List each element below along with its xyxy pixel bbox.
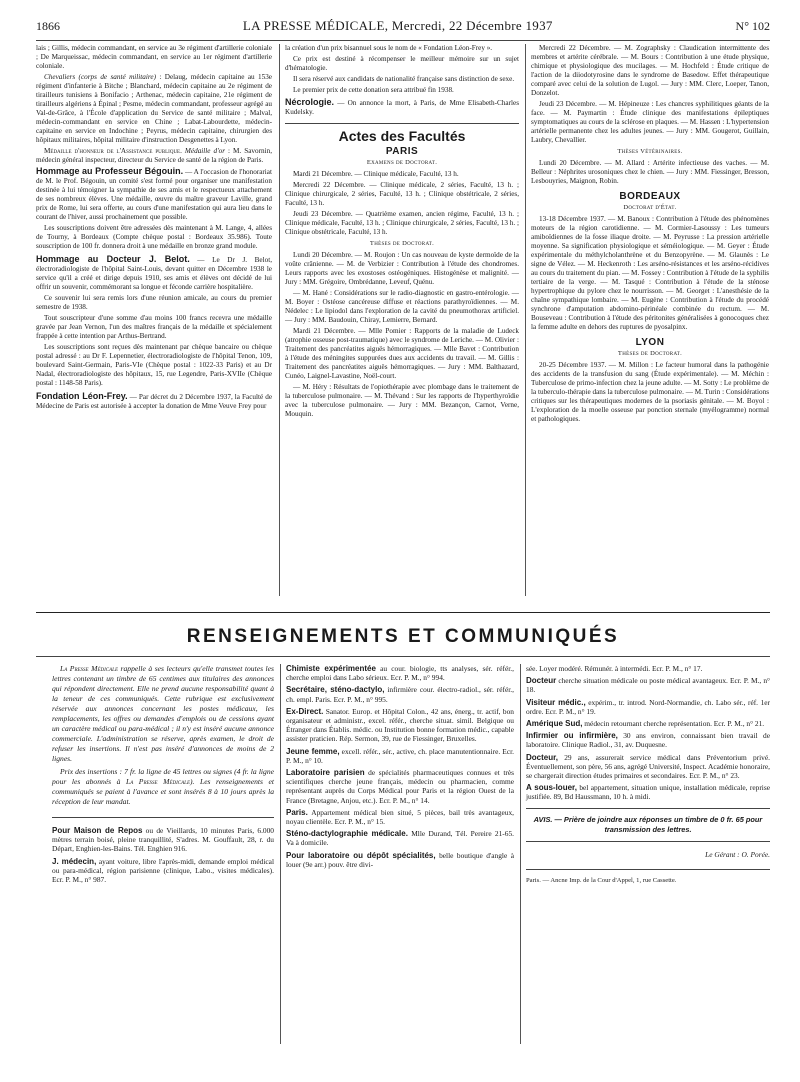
paragraph: la création d'un prix bisannuel sous le nom de « Fondation Léon-Frey ». <box>285 44 493 52</box>
gerant-signature: Le Gérant : O. Porée. <box>705 849 770 859</box>
ads-list <box>52 826 274 884</box>
classified-ad: Paris. Appartement médical bien situé, 5 pièces, bail très avantageux, noyau clientèle. Ecr. P. M., n° 15. <box>286 807 514 827</box>
classified-ad: Sténo-dactylographie médicale. Mlle Durand, Tél. Pereire 21-65. Va à domicile. <box>286 829 514 848</box>
notice: La Presse Médicale rappelle à ses lecteurs qu'elle transmet toutes les lettres contenant un timbre de 65 centimes aux titulaires des annonces qui répondent directement. Elle ne prend aucune responsabilité quant à la teneur de ces communiqués. Cette rubrique est exclusivement réservée aux annonces concernant les postes médicaux, les remplacements, les offres ou demandes d'emplois ou de cessions ayant un caractère médical ou para-médical ; il n'y est inséré aucune annonce commerciale. L'administration se réserve, après examen, le droit de refuser les insertions. Il n'est pas inséré d'annonces de moins de 2 lignes. Prix des insertions : 7 fr. la ligne de 45 lettres ou signes (4 fr. la ligne pour les abonnés à La Presse Médicale). Les renseignements et communiqués se paient à l'avance et sont insérés 8 à 10 jours après la réception de leur mandat. <box>52 664 275 806</box>
paragraph: Jeudi 23 Décembre. — Quatrième examen, ancien régime, Faculté, 13 h. ; Clinique médicale, Faculté, 13 h. ; Clinique chirurgicale, 2 séries, Faculté, 13 h. ; Clinique obstétricale, Faculté, 13 h. <box>285 210 519 236</box>
bottom-column-1 <box>52 664 274 887</box>
printer-imprint: Paris. — Ancne Imp. de la Cour d'Appel, 1, rue Cassette. <box>526 876 677 884</box>
section-rule <box>285 123 519 124</box>
city-heading-lyon: LYON <box>635 337 665 348</box>
heading: Hommage au Professeur Bégouin. <box>36 166 184 176</box>
section-title-actes: Actes des Facultés <box>338 128 466 144</box>
subheading: Examens de Doctorat. <box>366 159 438 166</box>
column-divider <box>525 44 526 596</box>
paragraph: Ce souvenir lui sera remis lors d'une réunion amicale, au cours du premier semestre de 1938. <box>36 294 272 311</box>
announcement-fondation: Fondation Léon-Frey. — Par décret du 2 Décembre 1937, la Faculté de Médecine de Paris est autorisée à accepter la donation de Mme Veuve Frey pour <box>36 391 273 410</box>
subheading: Doctorat d'État. <box>623 204 677 211</box>
classified-ad: Ex-Direct. Sanator. Europ. et Hôpital Colon., 42 ans, énerg., tr. actif, bon organisateur et administr., excel. référ., cherche situat. simil. Belgique ou Étranger dans Établis. médic. ou Institution bonne formation médic., capable assister praticien. Rép. Sermon, 39, rue de Fiessinger, Bruxelles. <box>286 706 514 744</box>
page-header <box>36 18 770 38</box>
announcement-belot: Hommage au Docteur J. Belot. — Le Dr J. Belot, électroradiologiste de l'hôpital Saint-Louis, devant quitter en Décembre 1938 le service qu'il a créé et dirige depuis 1910, ses amis et élèves ont décidé de lui offrir un souvenir, commémorant sa longue et féconde carrière hospitalière. <box>36 254 272 291</box>
paragraph: lais ; Gillis, médecin commandant, en service au 3e régiment d'artillerie coloniale ; De Marqueissac, médecin commandant, en service au 1er régiment d'artillerie coloniale. <box>36 44 272 70</box>
issue-number: N° 102 <box>735 19 770 33</box>
classified-ad: Infirmier ou infirmière, 30 ans environ, connaissant bien travail de laboratoire. Clinique Radiol., 31, av. Duquesne. <box>526 731 770 750</box>
heading: Nécrologie. <box>285 97 335 107</box>
divider <box>526 869 770 870</box>
classified-ad: Jeune femme, excell. référ., sér., active, ch. place manutentionnaire. Ecr. P. M., n° 10. <box>286 746 514 765</box>
paragraph: Mercredi 22 Décembre. — M. Zographsky : Claudication intermittente des membres et artérite cérébrale. — M. Bours : Contribution à une étude physique, chimique et physiologique des mucilages. — M. Hochfeld : Étude critique de l'action de la diiodotyrosine dans le syndrome de Basedow. Effet thérapeutique comparé avec celui de la solution de Lugol. — Jury : MM. Clerc, Loeper, Tanon, Donzelot. <box>531 44 769 97</box>
classified-ad: sée. Loyer modéré. Rémunér. à intermédi. Ecr. P. M., n° 17. <box>526 664 703 673</box>
necrologie: Nécrologie. — On annonce la mort, à Paris, de Mme Elisabeth-Charles Kudelsky. <box>285 97 519 116</box>
city-heading-bordeaux: BORDEAUX <box>619 191 681 202</box>
column-2 <box>285 44 519 421</box>
paragraph: Médaille d'honneur de l'Assistance publique. Médaille d'or : M. Savornin, médecin général inspecteur, directeur du Service de santé de la région de Paris. <box>36 147 272 164</box>
bottom-column-2 <box>286 664 514 872</box>
subheading: Thèses de Doctorat. <box>617 350 683 357</box>
classified-ad: Amérique Sud, médecin retournant cherche représentation. Ecr. P. M., n° 21. <box>526 719 765 729</box>
paragraph: 13-18 Décembre 1937. — M. Banoux : Contribution à l'étude des phénomènes moteurs de la région carotidienne. — M. Cormier-Lasoussy : Les tumeurs amiboïdiennes de la fosse iliaque droite. — M. Peyrusse : La pression artérielle moyenne. Sa signification physiologique et séméiologique. — M. Geyer : Étude expérimentale du méthylcholanthrène et du Benzopyrène. — M. Glaunès : Le signe de Vélez. — M. Heckenroth : Les arséno-résistances et les arséno-récidives au cours du traitement du pian. — M. Fossey : Contribution à l'étude de la syphilis tertiaire de la verge. — M. Tasqué : Contribution à l'étude de la sténose hypertrophique du pylore chez le nourrisson. — M. Georget : L'anesthésie de la chaîne sympathique lombaire. — M. Eugène : Contribution à l'étude du procédé synchrone d'amputation abdomino-périnéale combinée du rectum. — M. Bouseveau : Contribution à l'étude des péritonites généralisées à gonocoques chez la femme adulte en dehors des ruptures de pyosalpinx. <box>531 215 769 331</box>
subheading: Thèses Vétérinaires. <box>617 148 683 155</box>
city-heading-paris: PARIS <box>385 146 419 157</box>
classified-ad: Docteur, 29 ans, assurerait service médical dans Préventorium privé. Éventuellement, son père, 56 ans, agrégé Université, Inspect. Académie honoraire, se chargerait direction études primaires et secondaires. Ecr. P. M., n° 23. <box>526 752 771 781</box>
paragraph: Les souscriptions doivent être adressées dès maintenant à M. Lange, 4, allées de Tourny, à Bordeaux (Compte chèque postal : Bordeaux 35.986). Toute souscription de 100 fr. donnera droit à une médaille en bronze grand module. <box>36 224 272 250</box>
paragraph: Chevaliers (corps de santé militaire) : Delaug, médecin capitaine au 153e régiment d'infanterie à Bitche ; Blanchard, médecin capitaine au 2e régiment de tirailleurs tunisiens à Bonifacio ; Arthenac, médecin capitaine, 21e régiment de tirailleurs algériens à Épinal ; Pesme, médecin commandant, professeur agrégé au Val-de-Grâce, à l'École d'application du Service de santé militaire ; Malval, médecin-commandant en service en Chine ; Labat-Labourdette, médecin-capitaine en service en Indochine ; Peyrus, médecin capitaine, chirurgien des hôpitaux militaires, hôpital militaire d'instruction Desgenettes à Lyon. <box>36 73 272 144</box>
paragraph: Les souscriptions sont reçues dès maintenant par chèque bancaire ou chèque postal adressé : au Dr F. Lepennetier, électroradiologiste de l'hôpital Tenon, 109, boulevard Saint-Germain, Paris-VIe (Chèque postal : 1022-33 Paris) et au Dr Nadal, électroradiologiste des hôpitaux, 15, rue Legendre, Paris-XVIIe (Chèque postal : 1148-58 Paris). <box>36 343 272 387</box>
section-rule <box>36 656 770 657</box>
classified-ad: Pour laboratoire ou dépôt spécialités, belle boutique d'angle à louer (9e arr.) pouv. être divi- <box>286 850 514 869</box>
subheading: Thèses de Doctorat. <box>369 240 435 247</box>
paragraph: Ce prix est destiné à récompenser le meilleur mémoire sur un sujet d'hématologie. <box>285 55 519 72</box>
divider <box>526 808 770 809</box>
divider <box>526 841 770 842</box>
column-3 <box>531 44 769 426</box>
section-rule <box>36 612 770 613</box>
paragraph: Mardi 21 Décembre. — Mlle Pomier : Rapports de la maladie de Ludeck (atrophie osseuse post-traumatique) avec le syndrome de Leriche. — M. Olivier : Traitement des pancréatites aiguës hémorragiques. — Mlle Bavet : Contribution à l'étude des méningites suppurées dues aux accidents du travail. — M. Gillis : Traitement des pancréatites aiguës hémorragiques. — Jury : MM. Balthazard, Cunéo, Laignel-Lavastine, Noël-court. <box>285 327 519 380</box>
paragraph: 20-25 Décembre 1937. — M. Millon : Le facteur humoral dans la pathogénie des accidents de la transfusion du sang (Étude expérimentale). — M. Méchin : Tuberculose de primo-infection chez la jeune adulte. — M. Sotty : Le problème de la tuberculo-thérapie dans la tuberculose pulmonaire. — M. Turin : Considérations critiques sur les thérapeutiques modernes de la psoriasis génitale. — M. Boyol : L'exploration de la moelle osseuse par ponction sternale (myélogramme) normal et pathologiques. <box>531 361 769 423</box>
paragraph: Lundi 20 Décembre. — M. Allard : Artérite infectieuse des vaches. — M. Belleur : Néphrites urosoniques chez le chien. — Jury : MM. Fiessinger, Bresson, Lesbouyries, Maignon, Robin. <box>531 159 769 185</box>
header-rule <box>36 40 770 41</box>
classified-ad: A sous-louer, bel appartement, situation unique, installation médicale, reprise justifiée. 89, Bd Haussmann, 10 h. à midi. <box>526 783 770 802</box>
paragraph: Il sera réservé aux candidats de nationalité française sans distinction de sexe. <box>293 75 515 83</box>
journal-title: LA PRESSE MÉDICALE, Mercredi, 22 Décembre 1937 <box>242 18 553 33</box>
paragraph: Jeudi 23 Décembre. — M. Hépineuze : Les chancres syphilitiques géants de la face. — M. Paymartin : Étude clinique des manifestations épileptiques symptomatiques au cours de la sclérose en plaques. — M. Hassen : L'hypertension artérielle permanente chez les adultes jeunes. — Jury : MM. Gougerot, Guillain, Laubry, Chevallier. <box>531 100 769 144</box>
classified-ad: Docteur cherche situation médicale ou poste médical avantageux. Ecr. P. M., n° 18. <box>526 676 770 695</box>
paragraph: Mercredi 22 Décembre. — Clinique médicale, 2 séries, Faculté, 13 h. ; Clinique chirurgicale, 2 séries, Faculté, 13 h. ; Clinique obstétricale, 2 séries, Faculté, 13 h. <box>285 181 519 207</box>
column-divider <box>280 664 281 1044</box>
paragraph: Lundi 20 Décembre. — M. Roujon : Un cas nouveau de kyste dermoïde de la voûte crânienne. — M. de Verbizier : Contribution à l'étude des chondromes. Leurs rapports avec les exostoses ostéogéniques. Histogénèse et malignité. — Jury : MM. Grégoire, Ombrédanne, Leveuf, Quénu. <box>285 251 519 286</box>
paragraph: Le premier prix de cette donation sera attribué fin 1938. <box>293 86 454 94</box>
column-divider <box>279 44 280 596</box>
bottom-column-3 <box>526 664 770 885</box>
heading: Hommage au Docteur J. Belot. <box>36 254 190 264</box>
classified-ad: Chimiste expérimentée au cour. biologie, tts analyses, sér. référ., cherche emploi dans Labo sérieux. Ecr. P. M., n° 994. <box>286 664 514 683</box>
paragraph: Mardi 21 Décembre. — Clinique médicale, Faculté, 13 h. <box>293 170 459 178</box>
paragraph: Tout souscripteur d'une somme d'au moins 100 francs recevra une médaille gravée par Jean Vernon, l'un des maîtres français de la médaille et spécialement frappée à cette intention par Arthus-Bertrand. <box>36 314 272 340</box>
heading: Fondation Léon-Frey. <box>36 391 128 401</box>
classified-ad: J. médecin, ayant voiture, libre l'après-midi, demande emploi médical ou para-médical, région parisienne (clinique, Labo., visites médicales). Ecr. P. M., n° 987. <box>52 856 274 885</box>
paragraph: — M. Hané : Considérations sur le radio-diagnostic en gastro-entérologie. — M. Boyer : Ostéose cancéreuse diffuse et réactions parathyroïdiennes. — M. Nédelec : Le lipiodol dans l'exploration de la cavité du pneumothorax artificiel. — Jury : MM. Baudouin, Chiray, Lemierre, Bernard. <box>285 289 519 324</box>
classified-ad: Visiteur médic., expérim., tr. introd. Nord-Normandie, ch. Labo sér., réf. 1er ordre. Ecr. P. M., n° 19. <box>526 697 771 716</box>
column-divider <box>520 664 521 1044</box>
avis-notice: AVIS. — Prière de joindre aux réponses un timbre de 0 fr. 65 pour transmission des lettres. <box>533 814 763 834</box>
paragraph: — M. Héry : Résultats de l'opiothérapie avec plombage dans le traitement de la tuberculose pulmonaire. — M. Thévand : Sur les rapports de l'hyperthyroïdie avec la tuberculose pulmonaire. — Jury : MM. Bezançon, Carnot, Verne, Mouquin. <box>285 383 519 418</box>
divider <box>52 817 274 818</box>
classified-ad: Secrétaire, sténo-dactylo, infirmière cour. électro-radiol., sér. référ., ch. empl. Paris. Ecr. P. M., n° 995. <box>286 685 514 704</box>
announcement-begouin: Hommage au Professeur Bégouin. — A l'occasion de l'honorariat de M. le Prof. Bégouin, un comité s'est formé pour organiser une manifestation destinée à lui témoigner la sympathie de ses amis et le respectueux attachement de ses nombreux élèves. Une médaille, œuvre du maître graveur Laville, grand prix de Rome, lui sera offerte, au cours d'une manifestation qui aura lieu dans le courant de l'hiver, aussi prochainement que possible. <box>36 166 272 221</box>
section-title-renseignements: RENSEIGNEMENTS ET COMMUNIQUÉS <box>186 626 620 647</box>
column-1 <box>36 44 272 413</box>
page-number: 1866 <box>36 19 60 33</box>
classified-ad: Pour Maison de Repos ou de Vieillards, 10 minutes Paris, 6.000 mètres terrain boisé, pleine tranquillité, S'adres. M. Gouffault, 28, r. du Départ, Enghien-les-Bains. Tél. Enghien 916. <box>52 826 275 854</box>
classified-ad: Laboratoire parisien de spécialités pharmaceutiques connues et très scientifiques cherche jeune français, médecin ou pharmacien, comme représentant auprès du Corps Médical pour Paris et la région Ouest de la France (Bretagne, Anjou, etc.). Ecr. P. M., n° 14. <box>286 768 514 805</box>
